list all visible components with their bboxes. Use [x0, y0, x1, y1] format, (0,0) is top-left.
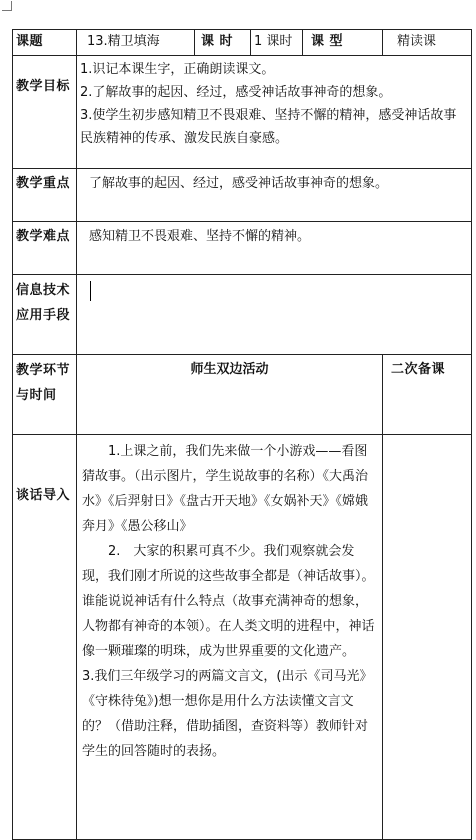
info-tech-row [13, 275, 472, 355]
key-points-row [13, 169, 472, 222]
type-value: 精读课 [383, 30, 472, 56]
goals-label: 教学目标 [13, 56, 77, 169]
intro-label: 谈话导入 [13, 435, 77, 840]
intro-notes [383, 435, 472, 840]
goals-row [13, 56, 472, 169]
goal-item-3: 3.使学生初步感知精卫不畏艰难、坚持不懈的精神，感受神话故事民族精神的传承、激发民族自豪感。 [80, 108, 457, 146]
activities-header: 师生双边活动 [77, 355, 383, 435]
intro-paragraph-2: 2. 大家的积累可真不少。我们观察就会发现，我们刚才所说的这些故事全都是（神话故事）。谁能说说神话有什么特点（故事充满神奇的想象，人物都有神奇的本领）。在人类文明的进程中，神话像一颗璀璨的明珠，成为世界重要的文化遗产。 [82, 544, 375, 659]
header-row [13, 30, 472, 56]
hours-value: 1 课时 [251, 30, 303, 56]
intro-paragraph-1: 1.上课之前，我们先来做一个小游戏——看图猜故事。（出示图片，学生说故事的名称）《大禹治水》《后羿射日》《盘古开天地》《女娲补天》《嫦娥奔月》《愚公移山》 [82, 444, 369, 534]
notes-header: 二次备课 [383, 355, 472, 435]
corner-crop-mark [2, 1, 12, 11]
key-points-content: 了解故事的起因、经过，感受神话故事神奇的想象。 [77, 169, 472, 222]
info-tech-content [77, 275, 472, 355]
goal-item-2: 2.了解故事的起因、经过，感受神话故事神奇的想象。 [80, 85, 392, 100]
lesson-plan-table [12, 29, 472, 840]
difficulties-content: 感知精卫不畏艰难、坚持不懈的精神。 [77, 222, 472, 275]
difficulties-label: 教学难点 [13, 222, 77, 275]
topic-value: 13.精卫填海 [77, 30, 195, 56]
text-cursor [90, 281, 91, 301]
intro-row [13, 435, 472, 840]
type-label: 课 型 [303, 30, 383, 56]
difficulties-row [13, 222, 472, 275]
stages-label: 教学环节与时间 [13, 355, 77, 435]
goals-content [77, 56, 472, 169]
info-tech-label: 信息技术应用手段 [13, 275, 77, 355]
intro-paragraph-3: 3.我们三年级学习的两篇文言文，(出示《司马光》《守株待兔》)想一想你是用什么方法读懂文言文的？（借助注释，借助插图，查资料等）教师针对学生的回答随时的表扬。 [82, 669, 373, 759]
key-points-label: 教学重点 [13, 169, 77, 222]
hours-label: 课 时 [195, 30, 251, 56]
topic-label: 课题 [13, 30, 77, 56]
stages-header-row [13, 355, 472, 435]
goal-item-1: 1.识记本课生字，正确朗读课文。 [80, 62, 275, 77]
intro-content [77, 435, 383, 840]
